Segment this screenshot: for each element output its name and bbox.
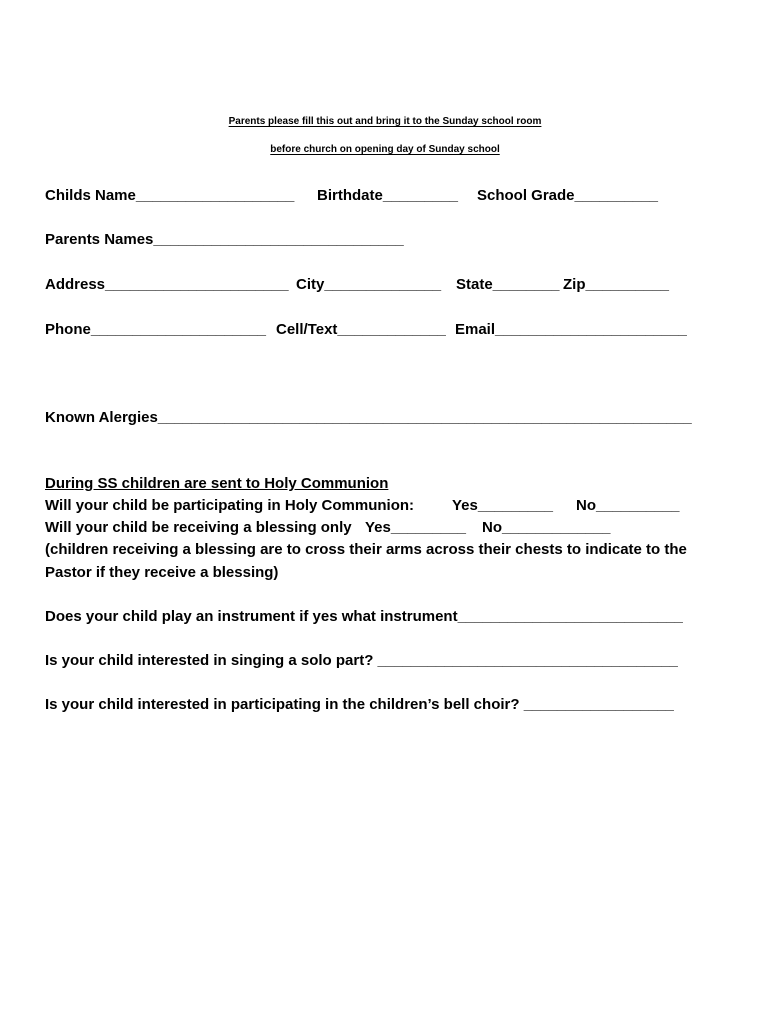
known-allergies-field[interactable]: Known Alergies________________________________________________________________ (45, 409, 692, 426)
blessing-note-line-2: Pastor if they receive a blessing) (45, 564, 279, 581)
cell-text-field[interactable]: Cell/Text_____________ (276, 321, 446, 338)
birthdate-field[interactable]: Birthdate_________ (317, 187, 458, 204)
state-field[interactable]: State________ (456, 276, 560, 293)
child-name-field[interactable]: Childs Name___________________ (45, 187, 295, 204)
zip-field[interactable]: Zip__________ (563, 276, 669, 293)
parents-names-field[interactable]: Parents Names______________________________ (45, 231, 404, 248)
instrument-question-field[interactable]: Does your child play an instrument if yes what instrument___________________________ (45, 608, 683, 625)
phone-field[interactable]: Phone_____________________ (45, 321, 267, 338)
email-field[interactable]: Email_______________________ (455, 321, 687, 338)
communion-participation-question: Will your child be participating in Holy Communion: (45, 497, 415, 514)
form-title-line-2: before church on opening day of Sunday school (270, 144, 500, 155)
communion-participation-no-field[interactable]: No__________ (576, 497, 680, 514)
blessing-yes-field[interactable]: Yes_________ (365, 519, 466, 536)
blessing-note-line-1: (children receiving a blessing are to cross their arms across their chests to indicate to the (45, 541, 687, 558)
blessing-question: Will your child be receiving a blessing only (45, 519, 352, 536)
form-title-line-1: Parents please fill this out and bring it to the Sunday school room (228, 116, 542, 127)
blessing-no-field[interactable]: No_____________ (482, 519, 611, 536)
address-field[interactable]: Address______________________ (45, 276, 289, 293)
solo-question-field[interactable]: Is your child interested in singing a solo part? ____________________________________ (45, 652, 678, 669)
bell-choir-question-field[interactable]: Is your child interested in participating in the children’s bell choir? __________________ (45, 696, 674, 713)
city-field[interactable]: City______________ (296, 276, 442, 293)
school-grade-field[interactable]: School Grade__________ (477, 187, 658, 204)
communion-heading: During SS children are sent to Holy Communion (45, 475, 389, 492)
communion-participation-yes-field[interactable]: Yes_________ (452, 497, 553, 514)
